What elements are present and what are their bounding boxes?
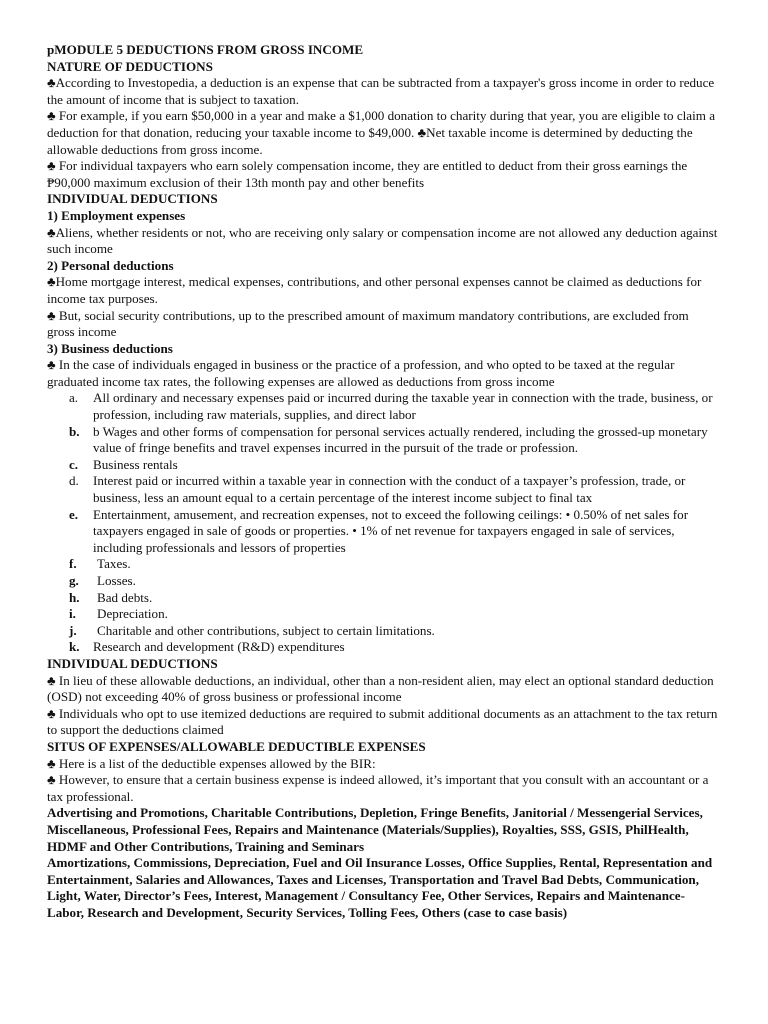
list-item-text: b Wages and other forms of compensation for personal services actually rendered, including the grossed-up monetary value of fringe benefits and travel expenses incurred in the pursuit of the trade or profession. xyxy=(93,423,708,456)
list-item-text: Business rentals xyxy=(93,456,178,472)
situs-paragraph-2: ♣ However, to ensure that a certain business expense is indeed allowed, it’s important that you consult with an accountant or a tax professional. xyxy=(47,772,709,804)
list-item xyxy=(47,590,718,607)
list-marker: i. xyxy=(69,606,76,622)
list-item xyxy=(47,457,718,474)
list-item xyxy=(47,639,718,656)
list-marker: a. xyxy=(69,390,79,406)
business-paragraph: ♣ In the case of individuals engaged in business or the practice of a profession, and who opted to be taxed at the regular graduated income tax rates, the following expenses are allowed as deductions from gross income xyxy=(47,357,675,389)
nature-paragraph-2: ♣ For example, if you earn $50,000 in a year and make a $1,000 donation to charity during that year, you are eligible to claim a deduction for that donation, reducing your taxable income to $49,000. ♣Net taxable income is determined by deducting the allowable deductions from gross income. xyxy=(47,108,716,157)
list-item-text: Taxes. xyxy=(97,556,131,572)
list-item-text: Research and development (R&D) expenditures xyxy=(93,639,345,655)
list-marker: g. xyxy=(69,573,79,588)
list-marker: d. xyxy=(69,473,79,489)
employment-paragraph: ♣Aliens, whether residents or not, who are receiving only salary or compensation income are not allowed any deduction against such income xyxy=(47,224,718,257)
list-item xyxy=(47,606,718,623)
business-deductions-list xyxy=(47,390,718,656)
expense-list-1: Advertising and Promotions, Charitable Contributions, Depletion, Fringe Benefits, Janitorial / Messengerial Services, Miscellaneous, Professional Fees, Repairs and Maintenance (Materials/Supplies), Royalties, SSS, GSIS, PhilHealth, HDMF and Other Contributions, Training and Seminars xyxy=(47,805,703,854)
list-item xyxy=(47,623,718,640)
list-item xyxy=(47,424,718,457)
list-item-text: Interest paid or incurred within a taxable year in connection with the conduct of a taxpayer’s profession, trade, or business, less an amount equal to a certain percentage of the interest income subject to final tax xyxy=(93,473,686,506)
individual-deductions-heading: INDIVIDUAL DEDUCTIONS xyxy=(47,191,218,207)
list-item xyxy=(47,507,718,557)
list-marker: j. xyxy=(69,622,77,638)
list-item xyxy=(47,390,718,423)
personal-paragraph-1: ♣Home mortgage interest, medical expenses, contributions, and other personal expenses cannot be claimed as deductions for income tax purposes. xyxy=(47,274,702,306)
list-item-text: Losses. xyxy=(97,573,136,588)
osd-paragraph: ♣ In lieu of these allowable deductions, an individual, other than a non-resident alien, may elect an optional standard deduction (OSD) not exceeding 40% of gross business or professional income xyxy=(47,672,714,705)
nature-paragraph-3: ♣ For individual taxpayers who earn solely compensation income, they are entitled to deduct from their gross earnings the ₱90,000 maximum exclusion of their 13th month pay and other benefits xyxy=(47,158,688,190)
document-title: pMODULE 5 DEDUCTIONS FROM GROSS INCOME xyxy=(47,42,364,57)
expense-list-2: Amortizations, Commissions, Depreciation, Fuel and Oil Insurance Losses, Office Supplies, Rental, Representation and Entertainment, Salaries and Allowances, Taxes and Licenses, Transportation and Travel Bad Debts, Communication, Light, Water, Director’s Fees, Interest, Management / Consultancy Fee, Other Services, Repairs and Maintenance-Labor, Research and Development, Security Services, Tolling Fees, Others (case to case basis) xyxy=(47,855,713,920)
nature-heading: NATURE OF DEDUCTIONS xyxy=(47,58,213,74)
list-marker: e. xyxy=(69,506,79,522)
list-item xyxy=(47,573,718,590)
list-item-text: Bad debts. xyxy=(97,589,153,605)
business-deductions-heading: 3) Business deductions xyxy=(47,340,173,356)
list-item-text: Depreciation. xyxy=(97,606,168,622)
list-marker: h. xyxy=(69,589,80,605)
personal-deductions-heading: 2) Personal deductions xyxy=(47,257,174,273)
employment-expenses-heading: 1) Employment expenses xyxy=(47,207,186,223)
list-marker: b. xyxy=(69,423,80,439)
individual-deductions-heading-2: INDIVIDUAL DEDUCTIONS xyxy=(47,655,218,671)
list-marker: c. xyxy=(69,456,79,472)
situs-heading: SITUS OF EXPENSES/ALLOWABLE DEDUCTIBLE EXPENSES xyxy=(47,738,426,754)
list-item-text: All ordinary and necessary expenses paid or incurred during the taxable year in connection with the trade, business, or profession, including raw materials, supplies, and direct labor xyxy=(93,390,713,423)
list-marker: k. xyxy=(69,639,80,655)
personal-paragraph-2: ♣ But, social security contributions, up to the prescribed amount of maximum mandatory contributions, are excluded from gross income xyxy=(47,307,689,340)
list-item xyxy=(47,473,718,506)
list-item-text: Entertainment, amusement, and recreation expenses, not to exceed the following ceilings: • 0.50% of net sales for taxpayers engaged in sale of goods or properties. • 1% of net revenue for taxpayers engaged in sale of services, including professionals and lessors of properties xyxy=(93,506,689,555)
list-item-text: Charitable and other contributions, subject to certain limitations. xyxy=(97,622,435,638)
itemized-paragraph: ♣ Individuals who opt to use itemized deductions are required to submit additional documents as an attachment to the tax return to support the deductions claimed xyxy=(47,705,718,738)
nature-paragraph-1: ♣According to Investopedia, a deduction is an expense that can be subtracted from a taxpayer's gross income in order to reduce the amount of income that is subject to taxation. xyxy=(47,75,715,107)
situs-paragraph-1: ♣ Here is a list of the deductible expenses allowed by the BIR: xyxy=(47,755,376,771)
list-item xyxy=(47,556,718,573)
list-marker: f. xyxy=(69,556,77,572)
